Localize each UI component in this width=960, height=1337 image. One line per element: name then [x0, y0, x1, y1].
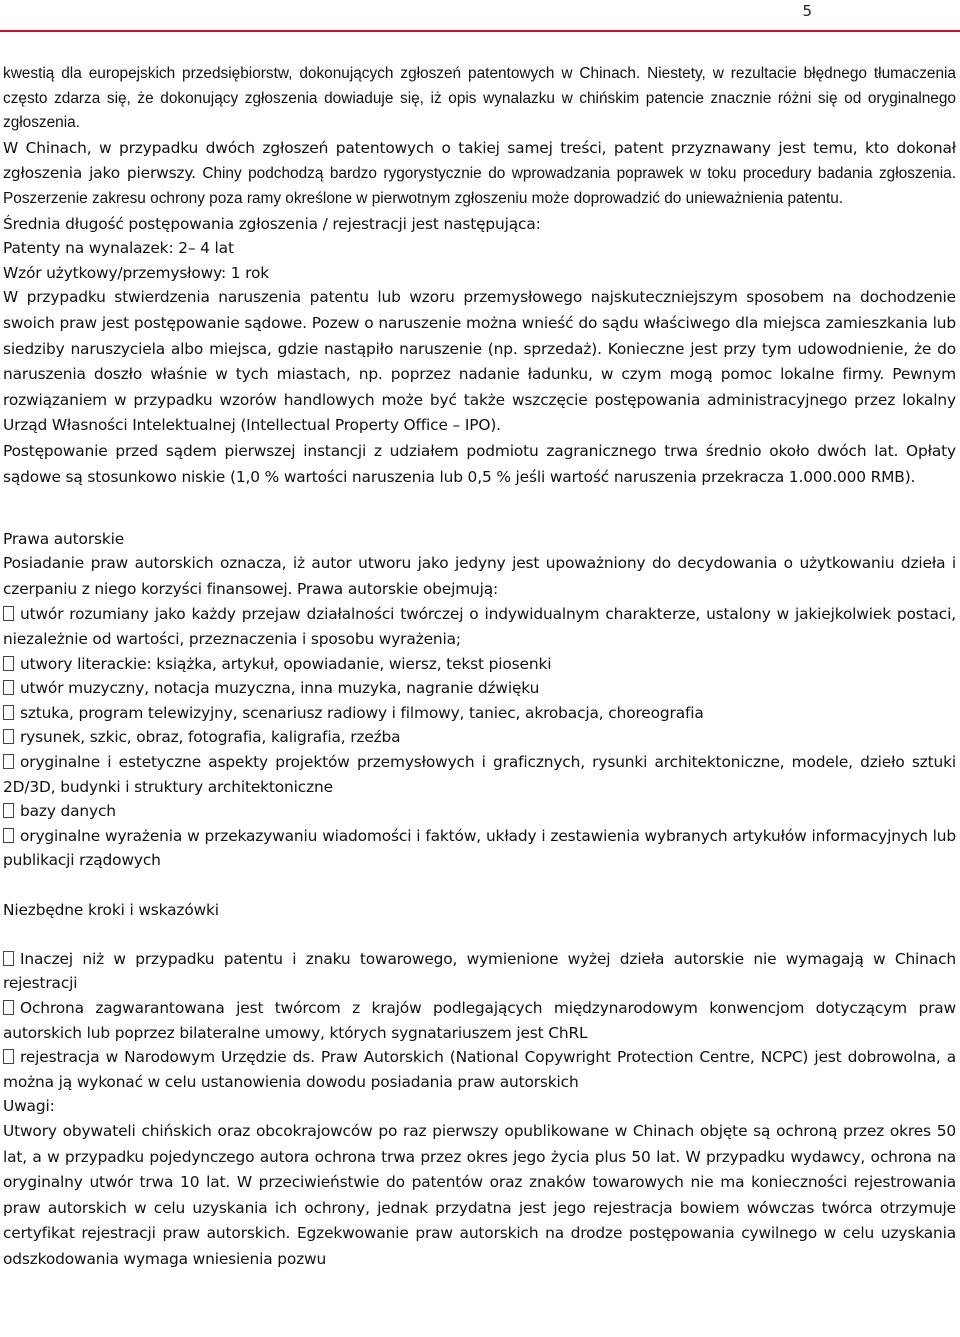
list-item: utwór rozumiany jako każdy przejaw działalności twórczej o indywidualnym charakterze, ustalony w jakiejkolwiek postaci, niezależnie od wartości, przeznaczenia i sposobu wyrażenia; [3, 605, 956, 649]
list-item: oryginalne i estetyczne aspekty projektów przemysłowych i graficznych, rysunki architektoniczne, modele, dzieło sztuki 2D/3D, budynki i struktury architektoniczne [3, 753, 956, 796]
bullet-icon [3, 803, 14, 818]
spacer [3, 490, 956, 515]
spacer [3, 873, 956, 898]
paragraph-first-to-file: W Chinach, w przypadku dwóch zgłoszeń patentowych o takiej samej treści, patent przyznawany jest temu, kto dokonał zgłoszenia jako pierwszy. Chiny podchodzą bardzo rygorystycznie do wprowadzania poprawek w toku procedury badania zgłoszenia. Poszerzenie zakresu ochrony poza ramy określone w pierwotnym zgłoszeniu może doprowadzić do unieważnienia patentu. [3, 138, 956, 207]
header-rule [0, 30, 960, 32]
list-item: utwory literackie: książka, artykuł, opowiadanie, wiersz, tekst piosenki [3, 652, 956, 677]
bullet-icon [3, 606, 14, 621]
copyright-list [3, 602, 956, 873]
bullet-icon [3, 1049, 14, 1064]
paragraph-notes: Utwory obywateli chińskich oraz obcokrajowców po raz pierwszy opublikowane w Chinach objęte są ochroną przez okres 50 lat, a w przypadku pojedynczego autora ochrona trwa przez okres jego życia plus 50 lat. W przypadku wydawcy, ochrona na oryginalny utwór trwa 10 lat. W przeciwieństwie do patentów oraz znaków towarowych nie ma konieczności rejestrowania praw autorskich w celu uzyskania ich ochrony, jednak przydatna jest jego rejestracja bowiem wówczas twórca otrzymuje certyfikat rejestracji praw autorskich. Egzekwowanie praw autorskich na drodze postępowania cywilnego w celu uzyskania odszkodowania wymaga wniesienia pozwu [3, 1121, 956, 1268]
page-number: 5 [802, 2, 812, 20]
heading-steps: Niezbędne kroki i wskazówki [3, 900, 219, 919]
paragraph-court: Postępowanie przed sądem pierwszej instancji z udziałem podmiotu zagranicznego trwa średnio około dwóch lat. Opłaty sądowe są stosunkowo niskie (1,0 % wartości naruszenia lub 0,5 % jeśli wartość naruszenia przekracza 1.000.000 RMB). [3, 441, 956, 486]
list-item: utwór muzyczny, notacja muzyczna, inna muzyka, nagranie dźwięku [3, 676, 956, 701]
spacer [3, 922, 956, 947]
duration-patents: Patenty na wynalazek: 2– 4 lat [3, 239, 234, 258]
notes-label: Uwagi: [3, 1097, 55, 1116]
list-item: Ochrona zagwarantowana jest twórcom z krajów podlegających międzynarodowym konwencjom dotyczącym praw autorskich lub poprzez bilateralne umowy, których sygnatariuszem jest ChRL [3, 998, 956, 1042]
bullet-icon [3, 951, 14, 966]
list-item: sztuka, program telewizyjny, scenariusz radiowy i filmowy, taniec, akrobacja, choreografia [3, 701, 956, 726]
duration-title: Średnia długość postępowania zgłoszenia / rejestracji jest następująca: [3, 214, 541, 233]
duration-models: Wzór użytkowy/przemysłowy: 1 rok [3, 263, 269, 282]
list-item: rysunek, szkic, obraz, fotografia, kaligrafia, rzeźba [3, 725, 956, 750]
bullet-icon [3, 828, 14, 843]
bullet-icon [3, 754, 14, 769]
bullet-icon [3, 705, 14, 720]
bullet-icon [3, 656, 14, 671]
list-item: bazy danych [3, 799, 956, 824]
paragraph-infringement: W przypadku stwierdzenia naruszenia patentu lub wzoru przemysłowego najskuteczniejszym sposobem na dochodzenie swoich praw jest postępowanie sądowe. Pozew o naruszenie można wnieść do sądu właściwego dla miejsca zamieszkania lub siedziby naruszyciela albo miejsca, gdzie nastąpiło naruszenie (np. sprzedaż). Konieczne jest przy tym udowodnienie, że do naruszenia doszło właśnie w tych miastach, np. poprzez nadanie ładunku, w czym mogą pomoc lokalne firmy. Pewnym rozwiązaniem w przypadku wzorów handlowych może być także wszczęcie postępowania administracyjnego przez lokalny Urząd Własności Intelektualnej (Intellectual Property Office – IPO). [3, 288, 956, 435]
heading-copyright: Prawa autorskie [3, 529, 125, 548]
paragraph-translation-issue: kwestią dla europejskich przedsiębiorstw, dokonujących zgłoszeń patentowych w Chinach. Niestety, w rezultacie błędnego tłumaczenia często zdarza się, że dokonujący zgłoszenia dowiaduje się, iż opis wynalazku w chińskim patencie znacznie różni się od oryginalnego zgłoszenia. [3, 65, 956, 132]
list-item: rejestracja w Narodowym Urzędzie ds. Praw Autorskich (National Copywright Protection Centre, NCPC) jest dobrowolna, a można ją wykonać w celu ustanowienia dowodu posiadania praw autorskich [3, 1048, 956, 1091]
list-item: oryginalne wyrażenia w przekazywaniu wiadomości i faktów, układy i zestawienia wybranych artykułów informacyjnych lub publikacji rządowych [3, 826, 956, 870]
bullet-icon [3, 1000, 14, 1015]
spacer [3, 515, 956, 527]
bullet-icon [3, 729, 14, 744]
steps-list [3, 947, 956, 1095]
bullet-icon [3, 680, 14, 695]
list-item: Inaczej niż w przypadku patentu i znaku towarowego, wymienione wyżej dzieła autorskie nie wymagają w Chinach rejestracji [3, 949, 956, 993]
paragraph-copyright-intro: Posiadanie praw autorskich oznacza, iż autor utworu jako jedyny jest upoważniony do decydowania o użytkowaniu dzieła i czerpaniu z niego korzyści finansowej. Prawa autorskie obejmują: [3, 554, 956, 598]
document-body [3, 62, 956, 1273]
